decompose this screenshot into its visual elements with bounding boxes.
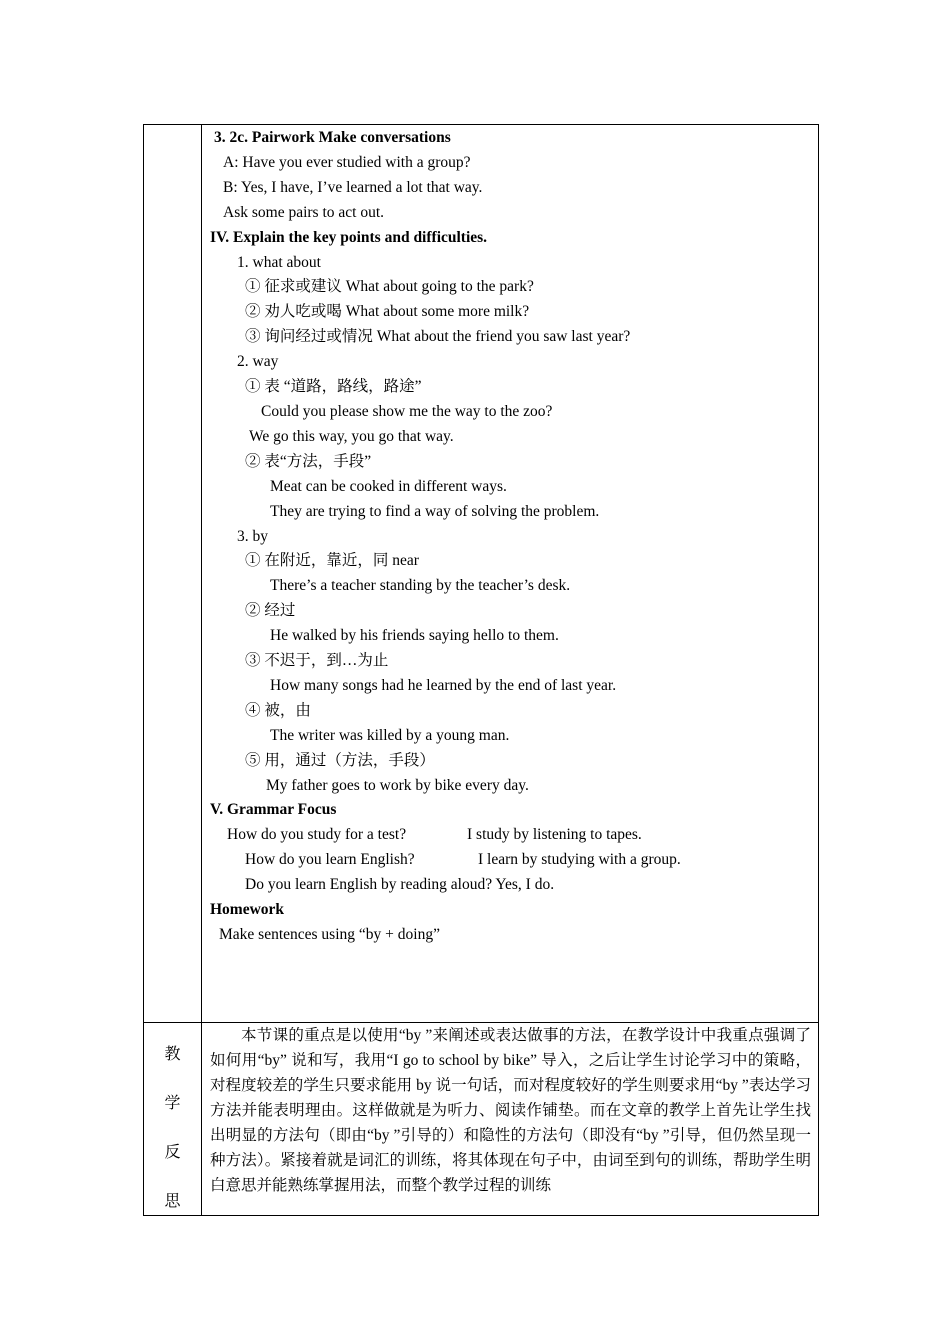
side-label-char: 教 [164,1046,181,1063]
side-label-char: 思 [164,1193,181,1210]
grammar-answer: I learn by studying with a group. [478,851,681,868]
example-sentence: He walked by his friends saying hello to them. [270,627,559,644]
dialogue-line: A: Have you ever studied with a group? [223,154,471,171]
reflection-paragraph: 本节课的重点是以使用“by ”来阐述或表达做事的方法，在教学设计中我重点强调了如何用“by” 说和写，我用“I go to school by bike” 导入，之后让学生讨论学习中的策略，对程度较差的学生只要求能用 by 说一句话，而对程度较好的学生则要求用“by ”表达学习方法并能表明理由。这样做就是为听力、阅读作铺垫。而在文章的教学上首先让学生找出明显的方法句（即由“by ”引导的）和隐性的方法句（即没有“by ”引导，但仍然呈现一种方法）。紧接着就是词汇的训练，将其体现在句子中，由词至到句的训练，帮助学生明白意思并能熟练掌握用法，而整个教学过程的训练 [210,1027,811,1194]
dialogue-line: B: Yes, I have, I’ve learned a lot that way. [223,179,483,196]
side-label-char: 学 [164,1095,181,1112]
sub-item: ② 表“方法，手段” [245,453,372,470]
sub-item: ⑤ 用，通过（方法，手段） [245,752,435,769]
numbered-item: 2. way [237,353,279,370]
grammar-question: Do you learn English by reading aloud? Yes, I do. [245,876,555,893]
example-sentence: They are trying to find a way of solving the problem. [270,503,600,520]
section-heading: Homework [210,901,285,918]
numbered-item: 3. by [237,528,268,545]
example-sentence: We go this way, you go that way. [249,428,454,445]
example-sentence: The writer was killed by a young man. [270,727,510,744]
sub-item: ② 经过 [245,602,296,619]
side-label-char: 反 [164,1144,181,1161]
example-sentence: Meat can be cooked in different ways. [270,478,507,495]
section-heading: V. Grammar Focus [210,801,337,818]
sub-item: ③ 不迟于，到…为止 [245,652,389,669]
example-sentence: How many songs had he learned by the end of last year. [270,677,617,694]
column-divider [201,125,202,1215]
grammar-question: How do you study for a test? [227,826,407,843]
sub-item: ① 表 “道路，路线，路途” [245,378,422,395]
text-line: Ask some pairs to act out. [223,204,385,221]
grammar-answer: I study by listening to tapes. [467,826,642,843]
sub-item: ① 征求或建议 What about going to the park? [245,278,534,295]
example-sentence: There’s a teacher standing by the teacher’s desk. [270,577,571,594]
section-heading: 3. 2c. Pairwork Make conversations [214,129,451,146]
sub-item: ② 劝人吃或喝 What about some more milk? [245,303,530,320]
homework-text: Make sentences using “by + doing” [219,926,440,943]
sub-item: ④ 被，由 [245,702,311,719]
example-sentence: Could you please show me the way to the zoo? [261,403,553,420]
section-heading: IV. Explain the key points and difficulties. [210,229,488,246]
grammar-question: How do you learn English? [245,851,415,868]
numbered-item: 1. what about [237,254,321,271]
example-sentence: My father goes to work by bike every day. [266,777,529,794]
sub-item: ③ 询问经过或情况 What about the friend you saw last year? [245,328,631,345]
sub-item: ① 在附近，靠近，同 near [245,552,419,569]
